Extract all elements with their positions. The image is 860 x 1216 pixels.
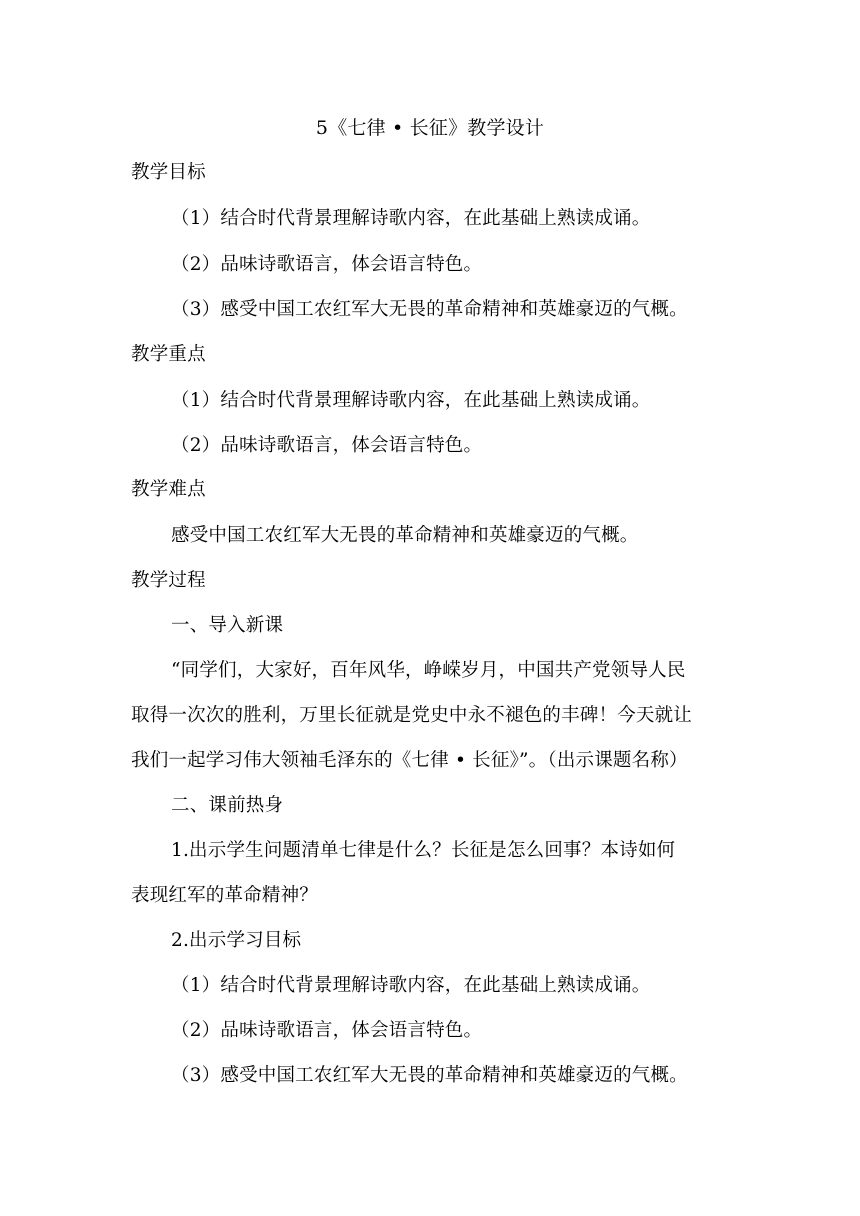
key-point-item: （2）品味诗歌语言，体会语言特色。 <box>171 435 483 456</box>
key-points-heading: 教学重点 <box>131 344 206 365</box>
step2-heading: 二、课前热身 <box>171 795 284 816</box>
objective-item: （1）结合时代背景理解诗歌内容，在此基础上熟读成诵。 <box>171 208 651 229</box>
learning-goal-item: （2）品味诗歌语言，体会语言特色。 <box>171 1020 483 1041</box>
warmup-item-2-heading: 2.出示学习目标 <box>171 930 302 951</box>
document-title: 5《七律 • 长征》教学设计 <box>315 117 545 139</box>
step1-paragraph-line: 取得一次次的胜利，万里长征就是党史中永不褪色的丰碑！今天就让 <box>131 705 693 726</box>
step1-paragraph-line: “同学们，大家好，百年风华，峥嵘岁月，中国共产党领导人民 <box>171 660 686 681</box>
learning-goal-item: （1）结合时代背景理解诗歌内容，在此基础上熟读成诵。 <box>171 975 651 996</box>
learning-goal-item: （3）感受中国工农红军大无畏的革命精神和英雄豪迈的气概。 <box>171 1065 688 1086</box>
objective-item: （2）品味诗歌语言，体会语言特色。 <box>171 254 483 275</box>
difficulties-text: 感受中国工农红军大无畏的革命精神和英雄豪迈的气概。 <box>171 525 639 546</box>
warmup-item-1-line: 表现红军的革命精神？ <box>131 885 319 906</box>
step1-paragraph-line: 我们一起学习伟大领袖毛泽东的《七律 • 长征》”。（出示课题名称） <box>131 750 688 771</box>
step1-heading: 一、导入新课 <box>171 615 284 636</box>
warmup-item-1-line: 1.出示学生问题清单七律是什么？长征是怎么回事？本诗如何 <box>171 840 676 861</box>
difficulties-heading: 教学难点 <box>131 479 206 500</box>
key-point-item: （1）结合时代背景理解诗歌内容，在此基础上熟读成诵。 <box>171 390 651 411</box>
objectives-heading: 教学目标 <box>131 162 206 183</box>
process-heading: 教学过程 <box>131 570 206 591</box>
objective-item: （3）感受中国工农红军大无畏的革命精神和英雄豪迈的气概。 <box>171 299 688 320</box>
